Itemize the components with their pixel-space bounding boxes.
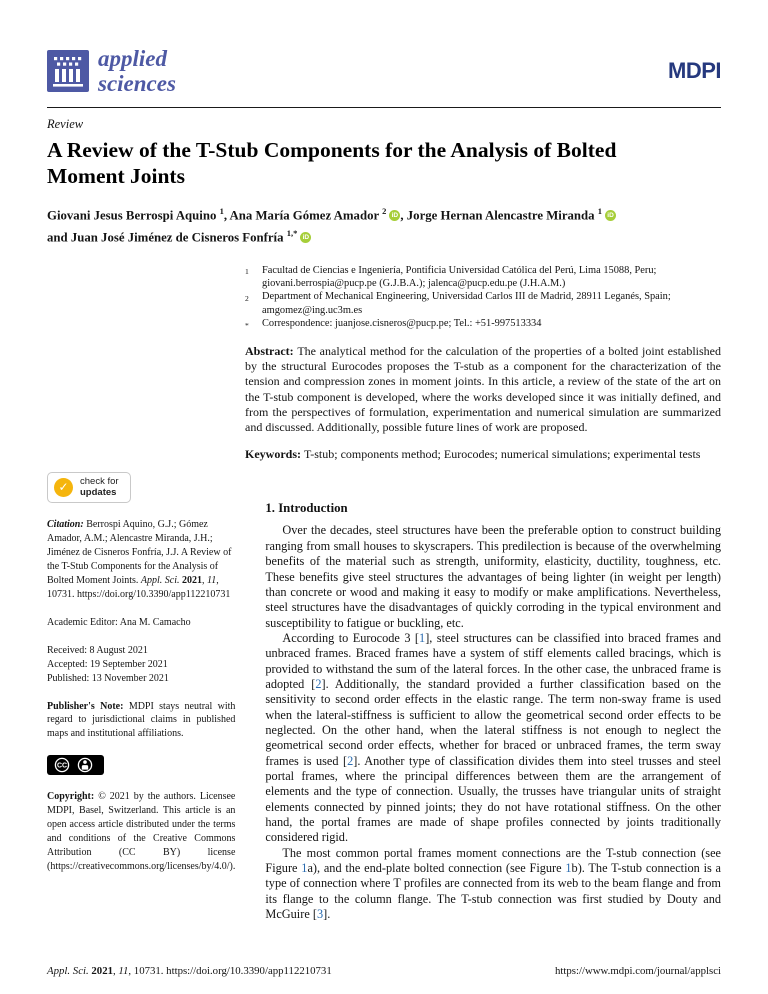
introduction-paragraphs <box>265 523 721 922</box>
footer-citation: Appl. Sci. 2021, 11, 10731. https://doi.org/10.3390/app112210731 <box>47 965 332 977</box>
article-title-line2: Moment Joints <box>47 164 185 188</box>
dates-block <box>47 644 235 686</box>
reference-link[interactable]: 1 <box>301 861 308 876</box>
reference-link[interactable]: 2 <box>315 676 322 691</box>
header <box>47 46 721 96</box>
authors-line-1: Giovani Jesus Berrospi Aquino $^1$, Ana María Gómez Amador $^2$ iD , Jorge Hernan Alencastre Miranda $^1$ iD <box>47 203 721 225</box>
accepted-date: Accepted: 19 September 2021 <box>47 658 168 670</box>
reference-link[interactable]: 2 <box>347 753 354 768</box>
affiliation-marker: 2 <box>245 293 249 303</box>
correspondence-text: Correspondence: juanjose.cisneros@pucp.pe; Tel.: +51-997513334 <box>262 318 542 330</box>
check-label-line2: updates <box>80 486 117 498</box>
orcid-icon[interactable]: iD <box>300 232 311 243</box>
article-title <box>47 137 721 189</box>
keywords: Keywords: T-stub; components method; Eurocodes; numerical simulations; experimental tests <box>245 447 701 462</box>
applied-sciences-logo <box>47 46 176 96</box>
authors-line-2: and Juan José Jiménez de Cisneros Fonfría $^{1,*}$ iD <box>47 225 721 247</box>
cc-by-icon <box>47 755 104 775</box>
affiliations <box>245 264 721 333</box>
main-column <box>265 472 721 922</box>
published-date: Published: 13 November 2021 <box>47 672 169 684</box>
footer <box>47 965 721 977</box>
article-title-line1: A Review of the T-Stub Components for the Analysis of Bolted <box>47 138 617 162</box>
academic-editor: Academic Editor: Ana M. Camacho <box>47 616 191 628</box>
reference-link[interactable]: 3 <box>316 907 324 922</box>
orcid-icon[interactable]: iD <box>605 210 616 221</box>
paragraph: Over the decades, steel structures have been the preferable option to construct building ranging from small houses to skyscrapers. This predilection is because of the overwhelming benefits of the material such as strength, uniformity, elasticity, ductility, toughness, etc. These benefits give steel structures the advantages of being lighter (in weight per length) than concrete or wood and making it easy to modify or make amplifications. Nevertheless, steel structures have the disadvantages of quickly corroding in the typical environment and susceptibility to fatigue or buckling, etc. <box>265 523 721 630</box>
section-heading-introduction: 1. Introduction <box>265 501 348 516</box>
affiliation-marker: * <box>245 320 249 330</box>
applied-sciences-icon <box>47 50 89 92</box>
abstract: Abstract: The analytical method for the calculation of the properties of a bolted joint established by the structural Eurocodes proposes the T-stub as a component for the characterization of the tension and compression zones in moment joints. In this article, a review of the state of the art on the T-stub component is developed, where the works developed since it was initially defined, and from the perspectives of formulation, experimentation and numerical simulation are summarized and discussed. Additionally, possible future lines of work are proposed. <box>245 344 721 435</box>
affiliation-text: Department of Mechanical Engineering, Universidad Carlos III de Madrid, 28911 Leganés, Spain; amgomez@ing.uc3m.es <box>262 291 671 316</box>
authors <box>47 203 721 247</box>
header-divider <box>47 107 721 108</box>
journal-name-word1: applied <box>98 46 167 71</box>
affiliation-row <box>245 264 721 291</box>
check-label-line1: check for <box>80 476 119 488</box>
reference-link[interactable]: 1 <box>419 630 426 645</box>
check-for-updates-label <box>80 477 119 498</box>
svg-text:CC: CC <box>56 762 68 770</box>
mdpi-logo: MDPI <box>668 58 721 83</box>
journal-name <box>98 46 176 96</box>
journal-name-word2: sciences <box>98 71 176 96</box>
copyright-notice: Copyright: © 2021 by the authors. Licensee MDPI, Basel, Switzerland. This article is an open access article distributed under the terms and conditions of the Creative Commons Attribution (CC BY) license (https://creativecommons.org/licenses/by/4.0/). <box>47 791 236 872</box>
check-for-updates-badge[interactable] <box>47 472 131 503</box>
front-matter <box>245 264 721 463</box>
affiliation-marker: 1 <box>245 267 249 277</box>
received-date: Received: 8 August 2021 <box>47 644 148 656</box>
affiliation-row <box>245 317 721 332</box>
check-icon: ✓ <box>54 478 73 497</box>
footer-journal-url[interactable]: https://www.mdpi.com/journal/applsci <box>554 965 721 977</box>
citation-block: Citation: Berrospi Aquino, G.J.; Gómez Amador, A.M.; Alencastre Miranda, J.H.; Jiménez de Cisneros Fonfría, J.J. A Review of the T-Stub Components for the Analysis of Bolted Moment Joints. Appl. Sci. 2021, 11, 10731. https://doi.org/10.3390/app112210731 <box>47 519 232 601</box>
cc-by-license-badge[interactable] <box>47 755 235 780</box>
paragraph: The most common portal frames moment connections are the T-stub connection (see Figure 1a), and the end-plate bolted connection (see Figure 1b). The T-stub connection is a type of connection where T profiles are connected from its web to the beam flange and from its flange to the column flange. The T-stub connection was first studied by Douty and McGuire [3]. <box>265 845 721 922</box>
body-columns <box>47 472 721 922</box>
publishers-note: Publisher's Note: MDPI stays neutral with regard to jurisdictional claims in published maps and institutional affiliations. <box>47 700 236 740</box>
article-type-label: Review <box>47 117 84 131</box>
affiliation-row <box>245 290 721 317</box>
paragraph: According to Eurocode 3 [1], steel structures can be classified into braced frames and unbraced frames. Braced frames have a system of stiff elements called bracings, which is provided to withstand the sum of the lateral forces. In the other case, the unbraced frame is adopted [2]. Additionally, the standard provided a further classification based on the sensitivity to second order effects in the elastic range. The term non-sway frame is used when the lateral-stiffness is sufficient to allow the geometrical second order effects to be neglected. On the other hand, when the lateral stiffness is not enough to neglect the geometrical second order effects, whether for braced or unbraced frames, the term sway frames is used [2]. Another type of classification divides them into steel trusses and steel portal frames, where the principal differences between them are the arrangement of elements and the type of connection. Usually, the trusses have triangular units of straight elements connected by pinned joints; they do not have rotational stiffness. On the other hand, the portal frames are made of shape profiles connected by joints traditionally considered rigid. <box>265 630 721 845</box>
affiliation-text: Facultad de Ciencias e Ingeniería, Pontificia Universidad Católica del Perú, Lima 15088, Peru; giovani.berrospia@pucp.pe (G.J.B.A.); jalenca@pucp.edu.pe (J.H.A.M.) <box>262 264 657 289</box>
sidebar <box>47 472 235 922</box>
orcid-icon[interactable]: iD <box>389 210 400 221</box>
reference-link[interactable]: 1 <box>565 861 572 876</box>
